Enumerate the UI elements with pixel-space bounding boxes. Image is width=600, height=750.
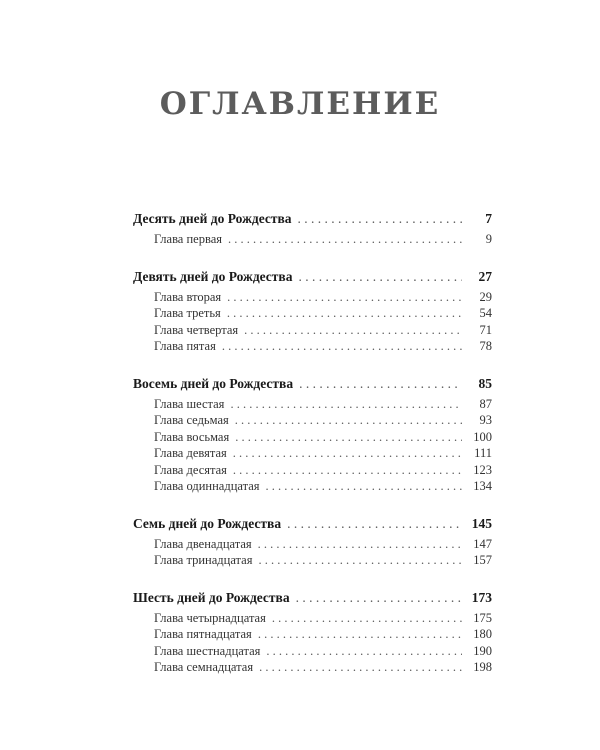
page-number: 9 [485,232,492,246]
chapter-title: Глава двенадцатая [154,536,252,551]
dot-leader [235,429,462,446]
chapter-title: Глава одиннадцатая [154,479,260,493]
chapter-title: Глава семнадцатая [154,660,254,674]
toc-chapter-entry[interactable] [133,536,492,553]
toc-chapter-entry[interactable] [133,552,492,569]
toc-part-entry[interactable] [133,589,492,607]
page-number: 7 [485,211,492,226]
toc-chapter-entry[interactable] [133,659,492,676]
toc-section [133,268,492,355]
dot-leader [233,462,462,479]
page-number: 93 [479,413,492,427]
dot-leader [227,305,462,322]
page-number: 134 [473,479,492,493]
toc-chapter-entry[interactable] [133,478,492,495]
page-title: ОГЛАВЛЕНИЕ [159,86,441,122]
toc-part-entry[interactable] [133,210,492,228]
part-title: Восемь дней до Рождества [133,375,294,391]
toc-chapter-entry[interactable] [133,231,492,248]
toc-chapter-entry[interactable] [133,322,492,339]
dot-leader [299,375,462,393]
page-number: 71 [479,322,492,337]
part-title: Семь дней до Рождества [133,515,282,531]
dot-leader [233,445,462,462]
dot-leader [228,231,462,248]
page-number: 180 [473,627,492,641]
part-title: Шесть дней до Рождества [133,589,290,605]
toc-part-entry[interactable] [133,268,492,286]
page-number: 145 [471,515,492,531]
dot-leader [287,515,462,533]
toc-chapter-entry[interactable] [133,338,492,355]
page-number: 54 [479,306,492,320]
toc-chapter-entry[interactable] [133,462,492,479]
chapter-title: Глава пятая [154,339,216,353]
dot-leader [272,610,462,627]
page-number: 190 [473,643,492,658]
dot-leader [266,478,462,495]
toc-chapter-entry[interactable] [133,289,492,306]
toc-chapter-entry[interactable] [133,305,492,322]
page-number: 78 [479,339,492,353]
dot-leader [296,589,462,607]
dot-leader [222,338,462,355]
dot-leader [258,536,462,553]
part-title: Девять дней до Рождества [133,268,293,284]
page-number: 173 [471,589,492,605]
dot-leader [235,412,462,429]
toc-section [133,375,492,495]
chapter-title: Глава шестнадцатая [154,643,261,658]
dot-leader [244,322,462,339]
toc-section [133,589,492,676]
toc-section [133,210,492,248]
chapter-title: Глава четвертая [154,322,239,337]
toc-chapter-entry[interactable] [133,429,492,446]
dot-leader [298,268,462,286]
chapter-title: Глава девятая [154,446,227,460]
toc-part-entry[interactable] [133,375,492,393]
toc-chapter-entry[interactable] [133,643,492,660]
page-number: 111 [474,446,492,460]
page-number: 123 [473,462,492,477]
dot-leader [259,659,462,676]
toc-chapter-entry[interactable] [133,610,492,627]
dot-leader [298,210,462,228]
toc-chapter-entry[interactable] [133,396,492,413]
table-of-contents [133,210,492,696]
chapter-title: Глава седьмая [154,413,229,427]
page-number: 157 [473,553,492,567]
dot-leader [230,396,462,413]
dot-leader [266,643,462,660]
page-number: 87 [479,396,492,411]
chapter-title: Глава тринадцатая [154,553,253,567]
page-number: 175 [473,610,492,625]
chapter-title: Глава третья [154,306,221,320]
chapter-title: Глава десятая [154,462,227,477]
chapter-title: Глава первая [154,232,223,246]
toc-section [133,515,492,569]
dot-leader [258,626,462,643]
chapter-title: Глава восьмая [154,429,230,444]
page-number: 85 [478,375,492,391]
toc-chapter-entry[interactable] [133,626,492,643]
chapter-title: Глава шестая [154,396,225,411]
page-number: 29 [479,289,492,304]
chapter-title: Глава пятнадцатая [154,627,252,641]
toc-chapter-entry[interactable] [133,412,492,429]
part-title: Десять дней до Рождества [133,211,292,226]
page-number: 198 [473,660,492,674]
chapter-title: Глава четырнадцатая [154,610,266,625]
toc-chapter-entry[interactable] [133,445,492,462]
page-number: 147 [473,536,492,551]
toc-part-entry[interactable] [133,515,492,533]
page-number: 27 [478,268,492,284]
chapter-title: Глава вторая [154,289,222,304]
dot-leader [227,289,462,306]
page-number: 100 [473,429,492,444]
dot-leader [258,552,462,569]
